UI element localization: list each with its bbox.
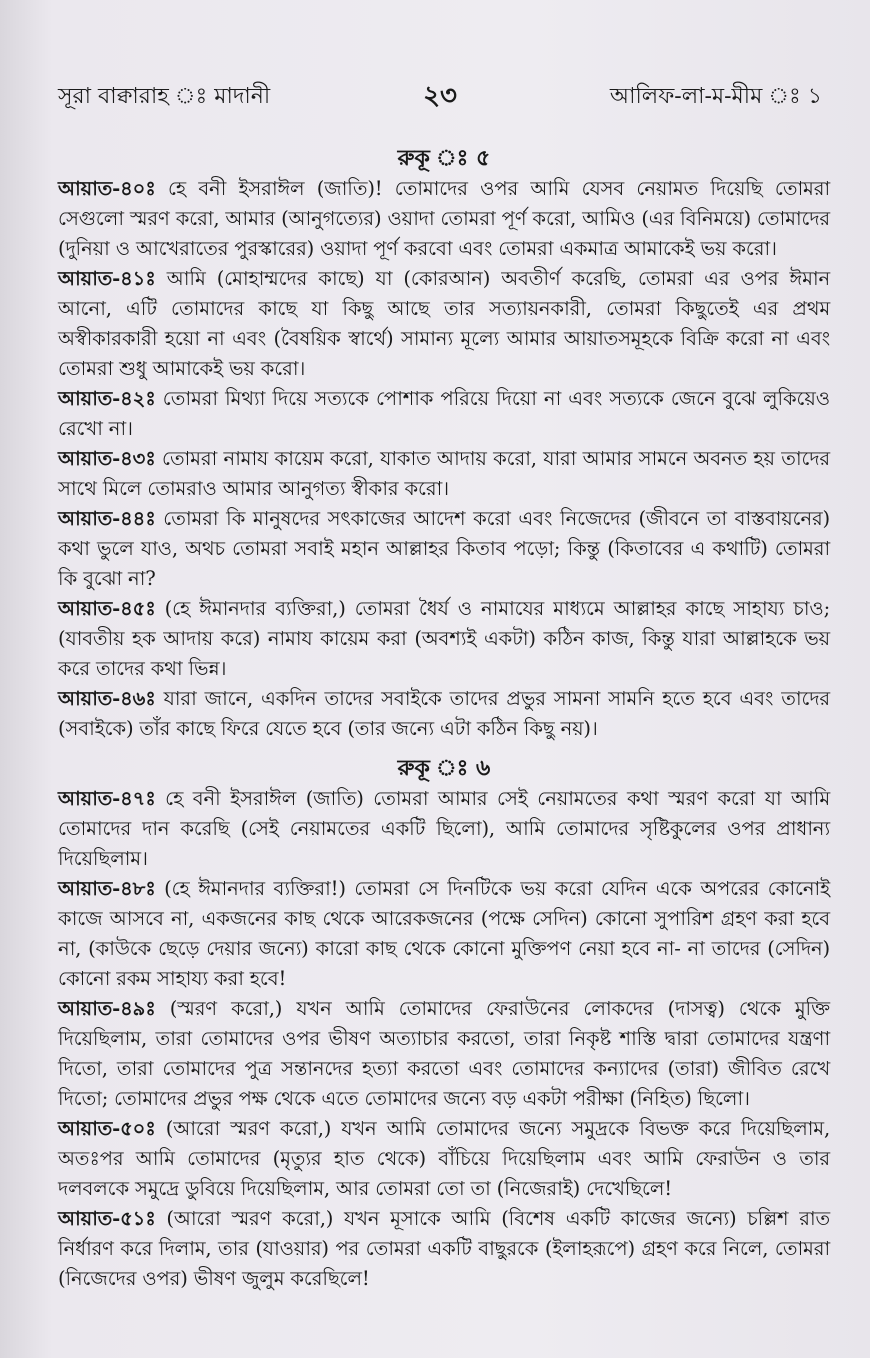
ayah-number: আয়াত-৪৫ঃ (58, 597, 156, 620)
section-title: আলিফ-লা-ম-মীম ঃ ১ (609, 83, 822, 109)
ayah-51 (58, 1204, 830, 1294)
ayah-42 (58, 384, 830, 444)
ayah-text: (স্মরণ করো,) যখন আমি তোমাদের ফেরাউনের লোকদের (দাসত্ব) থেকে মুক্তি দিয়েছিলাম, তারা তোমাদের ওপর ভীষণ অত্যাচার করতো, তারা নিকৃষ্ট শাস্তি দ্বারা তোমাদের যন্ত্রণা দিতো, তারা তোমাদের পুত্র সন্তানদের হত্যা করতো এবং তোমাদের কন্যাদের (তারা) জীবিত রেখে দিতো; তোমাদের প্রভুর পক্ষ থেকে এতে তোমাদের জন্যে বড় একটা পরীক্ষা (নিহিত) ছিলো। (58, 997, 830, 1110)
ayah-number: আয়াত-৪৬ঃ (58, 687, 156, 710)
ayah-text: হে বনী ইসরাঈল (জাতি) তোমরা আমার সেই নেয়ামতের কথা স্মরণ করো যা আমি তোমাদের দান করেছি (সেই নেয়ামতের একটি ছিলো), আমি তোমাদের সৃষ্টিকুলের ওপর প্রাধান্য দিয়েছিলাম। (58, 787, 830, 870)
ayah-text: তোমরা কি মানুষদের সৎকাজের আদেশ করো এবং নিজেদের (জীবনে তা বাস্তবায়নের) কথা ভুলে যাও, অথচ তোমরা সবাই মহান আল্লাহর কিতাব পড়ো; কিন্তু (কিতাবের এ কথাটি) তোমরা কি বুঝো না? (58, 507, 830, 590)
ayah-41 (58, 264, 830, 384)
ayah-number: আয়াত-৫০ঃ (58, 1117, 156, 1140)
page-header (58, 80, 822, 114)
ayah-text: (হে ঈমানদার ব্যক্তিরা,) তোমরা ধৈর্য ও নামাযের মাধ্যমে আল্লাহর কাছে সাহায্য চাও; (যাবতীয় হক আদায় করে) নামায কায়েম করা (অবশ্যই একটা) কঠিন কাজ, কিন্তু যারা আল্লাহকে ভয় করে তাদের কথা ভিন্ন। (58, 597, 830, 680)
ayah-text: (হে ঈমানদার ব্যক্তিরা!) তোমরা সে দিনটিকে ভয় করো যেদিন একে অপরের কোনোই কাজে আসবে না, একজনের কাছ থেকে আরেকজনের (পক্ষে সেদিন) কোনো সুপারিশ গ্রহণ করা হবে না, (কাউকে ছেড়ে দেয়ার জন্যে) কারো কাছ থেকে কোনো মুক্তিপণ নেয়া হবে না- না তাদের (সেদিন) কোনো রকম সাহায্য করা হবে! (58, 877, 830, 990)
ayah-40 (58, 174, 830, 264)
page-content (58, 140, 830, 1294)
ayah-number: আয়াত-৪৯ঃ (58, 997, 156, 1020)
ayah-45 (58, 594, 830, 684)
ayah-number: আয়াত-৪১ঃ (58, 267, 156, 290)
ayah-50 (58, 1114, 830, 1204)
ayah-text: হে বনী ইসরাঈল (জাতি)! তোমাদের ওপর আমি যেসব নেয়ামত দিয়েছি তোমরা সেগুলো স্মরণ করো, আমার (আনুগত্যের) ওয়াদা তোমরা পূর্ণ করো, আমিও (এর বিনিময়ে) তোমাদের (দুনিয়া ও আখেরাতের পুরস্কারের) ওয়াদা পূর্ণ করবো এবং তোমরা একমাত্র আমাকেই ভয় করো। (58, 177, 830, 260)
ayah-number: আয়াত-৪৩ঃ (58, 447, 156, 470)
spacer (58, 744, 830, 750)
ayah-number: আয়াত-৫১ঃ (58, 1207, 156, 1230)
ayah-number: আয়াত-৪০ঃ (58, 177, 156, 200)
ayah-number: আয়াত-৪৮ঃ (58, 877, 156, 900)
ayah-48 (58, 874, 830, 994)
ayah-number: আয়াত-৪৭ঃ (58, 787, 156, 810)
ayah-49 (58, 994, 830, 1114)
ayah-text: তোমরা নামায কায়েম করো, যাকাত আদায় করো, যারা আমার সামনে অবনত হয় তাদের সাথে মিলে তোমরাও আমার আনুগত্য স্বীকার করো। (58, 447, 830, 500)
ayah-text: (আরো স্মরণ করো,) যখন আমি তোমাদের জন্যে সমুদ্রকে বিভক্ত করে দিয়েছিলাম, অতঃপর আমি তোমাদের (মৃত্যুর হাত থেকে) বাঁচিয়ে দিয়েছিলাম এবং আমি ফেরাউন ও তার দলবলকে সমুদ্রে ডুবিয়ে দিয়েছিলাম, আর তোমরা তো তা (নিজেরাই) দেখেছিলে! (58, 1117, 830, 1200)
ayah-text: আমি (মোহাম্মদের কাছে) যা (কোরআন) অবতীর্ণ করেছি, তোমরা এর ওপর ঈমান আনো, এটি তোমাদের কাছে যা কিছু আছে তার সত্যায়নকারী, তোমরা কিছুতেই এর প্রথম অস্বীকারকারী হয়ো না এবং (বৈষয়িক স্বার্থে) সামান্য মূল্যে আমার আয়াতসমূহকে বিক্রি করো না এবং তোমরা শুধু আমাকেই ভয় করো। (58, 267, 830, 380)
surah-title: সূরা বাক্বারাহ ঃ মাদানী (58, 83, 271, 109)
ayah-43 (58, 444, 830, 504)
ayah-text: (আরো স্মরণ করো,) যখন মূসাকে আমি (বিশেষ একটি কাজের জন্যে) চল্লিশ রাত নির্ধারণ করে দিলাম, তার (যাওয়ার) পর তোমরা একটি বাছুরকে (ইলাহরূপে) গ্রহণ করে নিলে, তোমরা (নিজেদের ওপর) ভীষণ জুলুম করেছিলে! (58, 1207, 830, 1290)
ruku-heading-5: রুকূ ঃ ৫ (397, 145, 491, 171)
ayah-number: আয়াত-৪২ঃ (58, 387, 156, 410)
ayah-text: যারা জানে, একদিন তাদের সবাইকে তাদের প্রভুর সামনা সামনি হতে হবে এবং তাদের (সবাইকে) তাঁর কাছে ফিরে যেতে হবে (তার জন্যে এটা কঠিন কিছু নয়)। (58, 687, 830, 740)
page-number: ২৩ (423, 81, 457, 111)
ayah-number: আয়াত-৪৪ঃ (58, 507, 156, 530)
ayah-46 (58, 684, 830, 744)
ruku-heading-6: রুকূ ঃ ৬ (397, 755, 491, 781)
ayah-47 (58, 784, 830, 874)
ayah-text: তোমরা মিথ্যা দিয়ে সত্যকে পোশাক পরিয়ে দিয়ো না এবং সত্যকে জেনে বুঝে লুকিয়েও রেখো না। (58, 387, 830, 440)
ayah-44 (58, 504, 830, 594)
